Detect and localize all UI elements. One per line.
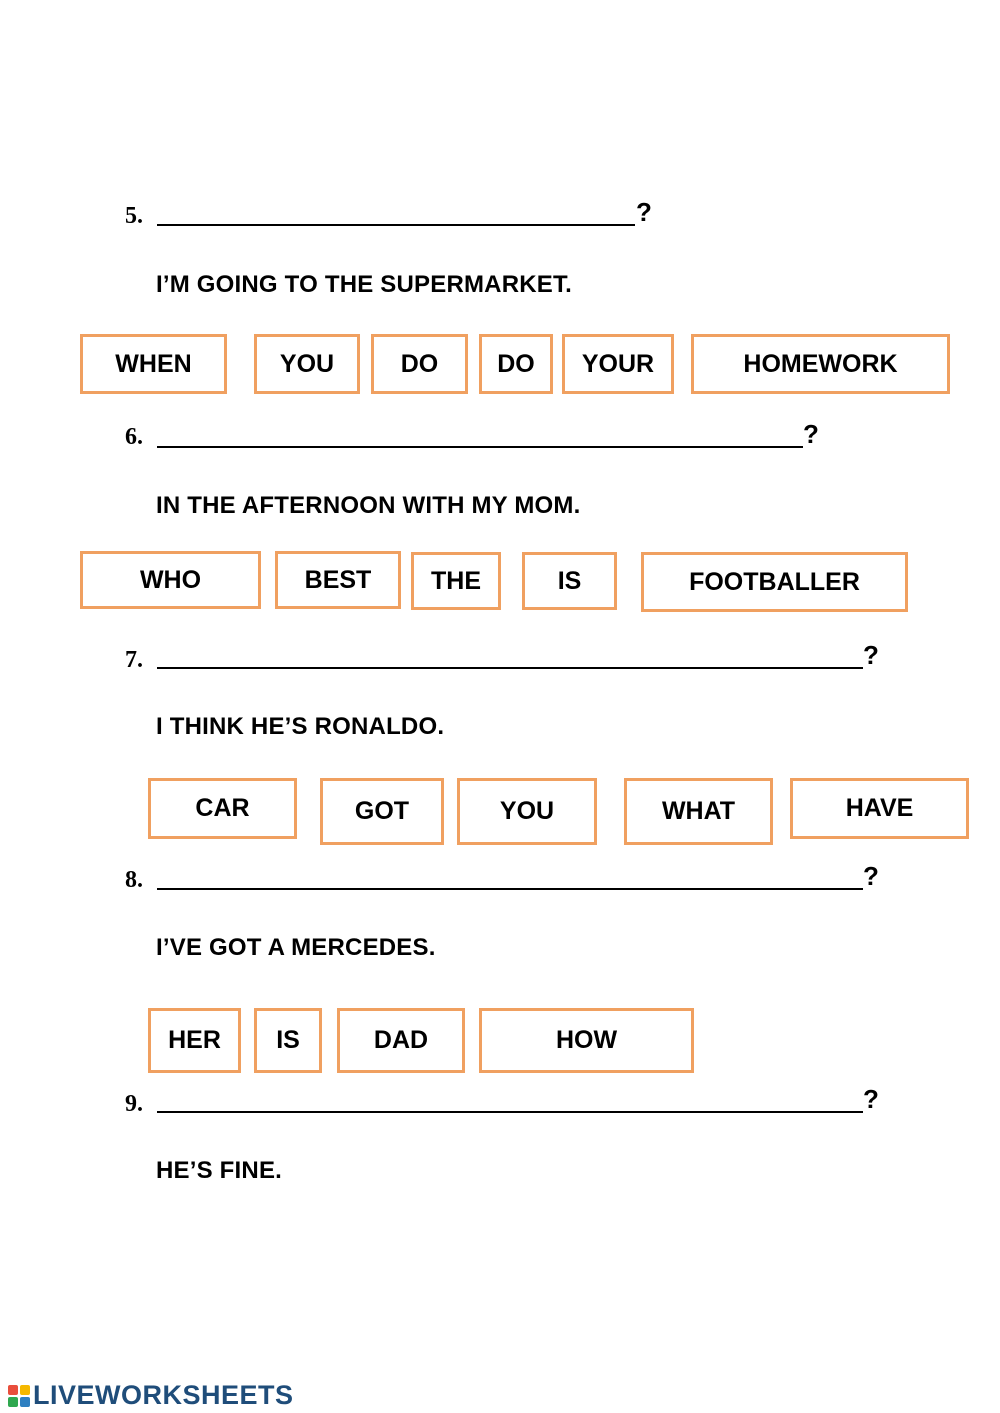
answer-text-9: HE’S FINE.: [156, 1157, 283, 1184]
question-number-6: 6.: [125, 424, 143, 450]
answer-text-8: I’VE GOT A MERCEDES.: [156, 934, 436, 961]
word-tile[interactable]: HOMEWORK: [691, 334, 950, 394]
question-number-9: 9.: [125, 1091, 143, 1117]
word-tile[interactable]: IS: [522, 552, 617, 610]
liveworksheets-logo-icon: [8, 1385, 30, 1407]
answer-text-7: I THINK HE’S RONALDO.: [156, 713, 445, 740]
word-tile[interactable]: YOU: [457, 778, 597, 845]
word-tile[interactable]: YOUR: [562, 334, 674, 394]
brand-name: LIVEWORKSHEETS: [33, 1380, 294, 1410]
answer-line-7[interactable]: [157, 667, 863, 669]
answer-line-9[interactable]: [157, 1111, 863, 1113]
answer-text-6: IN THE AFTERNOON WITH MY MOM.: [156, 492, 581, 519]
word-tile[interactable]: DO: [479, 334, 553, 394]
question-mark-9: ?: [863, 1084, 879, 1114]
word-tile[interactable]: IS: [254, 1008, 322, 1073]
question-number-8: 8.: [125, 867, 143, 893]
answer-text-5: I’M GOING TO THE SUPERMARKET.: [156, 271, 573, 298]
word-tile[interactable]: FOOTBALLER: [641, 552, 908, 612]
word-tile[interactable]: GOT: [320, 778, 444, 845]
answer-line-6[interactable]: [157, 446, 803, 448]
word-tile[interactable]: HER: [148, 1008, 241, 1073]
word-tile[interactable]: DAD: [337, 1008, 465, 1073]
answer-line-5[interactable]: [157, 224, 635, 226]
question-mark-6: ?: [803, 419, 819, 449]
word-tile[interactable]: HAVE: [790, 778, 969, 839]
answer-line-8[interactable]: [157, 888, 863, 890]
word-tile[interactable]: BEST: [275, 551, 401, 609]
word-tile[interactable]: CAR: [148, 778, 297, 839]
word-tile[interactable]: DO: [371, 334, 468, 394]
question-mark-5: ?: [636, 197, 652, 227]
word-tile[interactable]: THE: [411, 552, 501, 610]
question-number-5: 5.: [125, 203, 143, 229]
word-tile[interactable]: WHEN: [80, 334, 227, 394]
word-tile[interactable]: HOW: [479, 1008, 694, 1073]
question-mark-8: ?: [863, 861, 879, 891]
question-mark-7: ?: [863, 640, 879, 670]
word-tile[interactable]: YOU: [254, 334, 360, 394]
word-tile[interactable]: WHO: [80, 551, 261, 609]
footer-brand: [8, 1380, 294, 1411]
word-tile[interactable]: WHAT: [624, 778, 773, 845]
question-number-7: 7.: [125, 647, 143, 673]
